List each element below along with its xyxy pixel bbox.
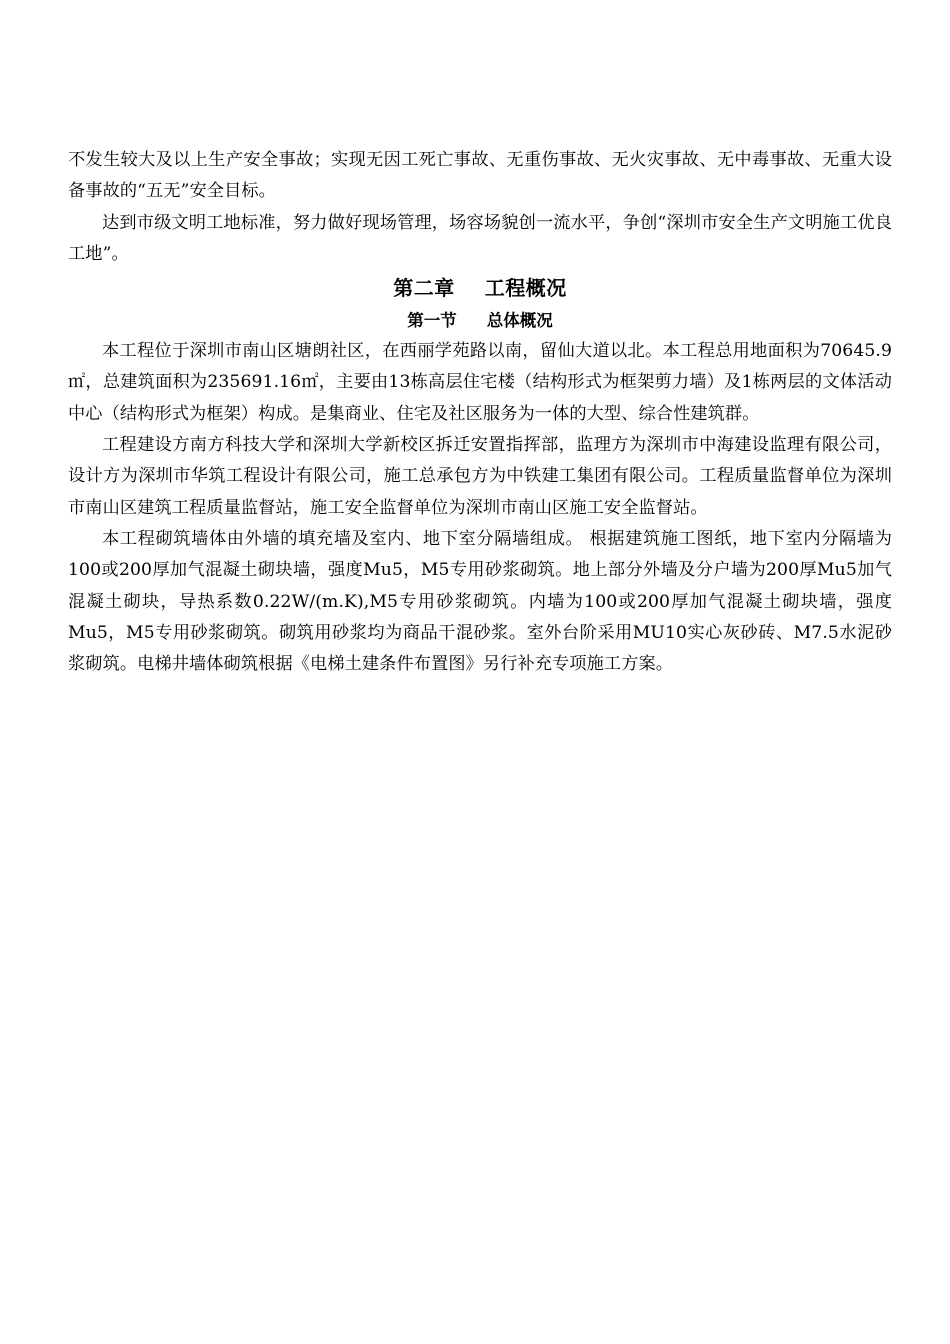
paragraph-civilization-goal: 达到市级文明工地标准，努力做好现场管理，场容场貌创一流水平，争创“深圳市安全生产文明施工优良工地”。 bbox=[68, 212, 892, 264]
section-heading bbox=[68, 306, 892, 336]
section-title: 总体概况 bbox=[486, 311, 553, 331]
paragraph-project-location: 本工程位于深圳市南山区塘朗社区，在西丽学苑路以南，留仙大道以北。本工程总用地面积为70645.9㎡，总建筑面积为235691.16㎡，主要由13栋高层住宅楼（结构形式为框架剪力墙）及1栋两层的文体活动中心（结构形式为框架）构成。是集商业、住宅及社区服务为一体的大型、综合性建筑群。 bbox=[68, 341, 892, 424]
chapter-number: 第二章 bbox=[393, 276, 455, 301]
section-number: 第一节 bbox=[407, 311, 457, 331]
paragraph-safety-goal: 不发生较大及以上生产安全事故；实现无因工死亡事故、无重伤事故、无火灾事故、无中毒事故、无重大设备事故的“五无”安全目标。 bbox=[68, 150, 892, 202]
document-page bbox=[68, 145, 892, 680]
chapter-heading bbox=[68, 270, 892, 306]
paragraph-project-parties: 工程建设方南方科技大学和深圳大学新校区拆迁安置指挥部，监理方为深圳市中海建设监理有限公司，设计方为深圳市华筑工程设计有限公司，施工总承包方为中铁建工集团有限公司。工程质量监督单位为深圳市南山区建筑工程质量监督站，施工安全监督单位为深圳市南山区施工安全监督站。 bbox=[68, 435, 892, 518]
chapter-title: 工程概况 bbox=[484, 276, 567, 301]
paragraph-masonry-walls: 本工程砌筑墙体由外墙的填充墙及室内、地下室分隔墙组成。 根据建筑施工图纸，地下室内分隔墙为100或200厚加气混凝土砌块墙，强度Mu5，M5专用砂浆砌筑。地上部分外墙及分户墙为200厚Mu5加气混凝土砌块，导热系数0.22W/(m.K),M5专用砂浆砌筑。内墙为100或200厚加气混凝土砌块墙，强度Mu5，M5专用砂浆砌筑。砌筑用砂浆均为商品干混砂浆。室外台阶采用MU10实心灰砂砖、M7.5水泥砂浆砌筑。电梯井墙体砌筑根据《电梯土建条件布置图》另行补充专项施工方案。 bbox=[68, 528, 892, 675]
